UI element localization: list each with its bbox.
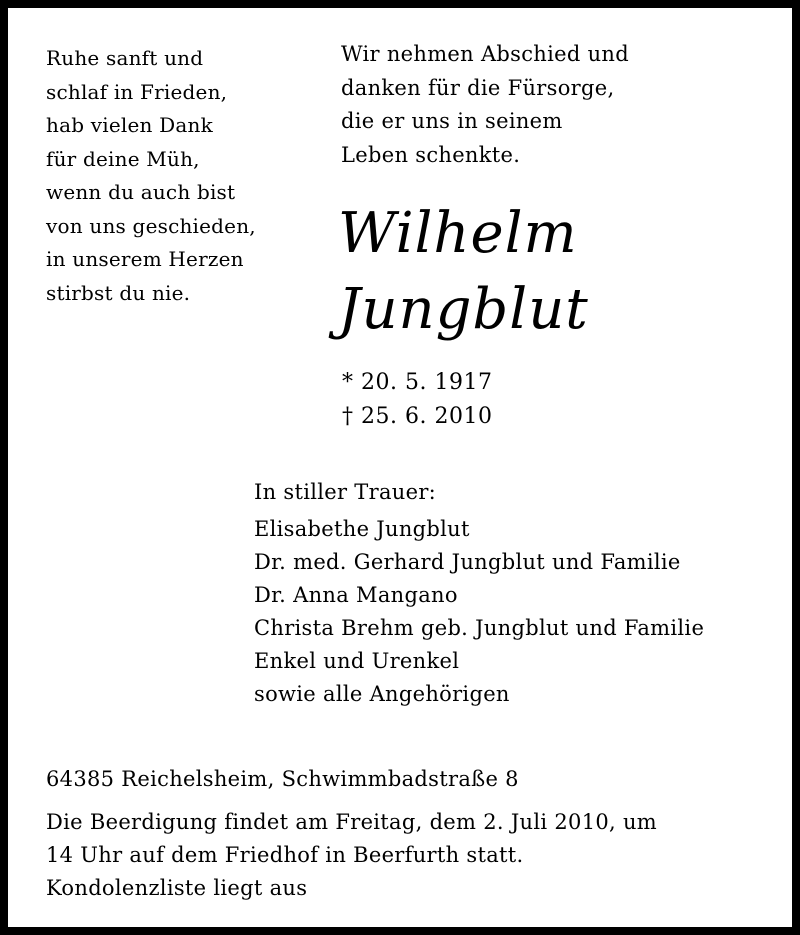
poem-line: von uns geschieden,	[46, 213, 256, 238]
deceased-name	[338, 196, 589, 348]
mourner-name: Dr. med. Gerhard Jungblut und Familie	[254, 550, 681, 574]
funeral-line: Die Beerdigung findet am Freitag, dem 2. Juli 2010, um	[46, 810, 658, 834]
poem-line: für deine Müh,	[46, 146, 200, 171]
poem-line: hab vielen Dank	[46, 113, 213, 137]
funeral-line: 14 Uhr auf dem Friedhof in Beerfurth statt.	[46, 843, 524, 867]
birth-date: * 20. 5. 1917	[342, 370, 493, 395]
funeral-notice	[46, 806, 657, 905]
poem-line: wenn du auch bist	[46, 180, 236, 204]
poem-line: stirbst du nie.	[46, 280, 191, 305]
farewell-line: Wir nehmen Abschied und	[341, 42, 629, 66]
family-address: 64385 Reichelsheim, Schwimmbadstraße 8	[46, 767, 519, 791]
mourners-list	[254, 476, 704, 711]
poem-line: schlaf in Frieden,	[46, 79, 228, 104]
deceased-first-name: Wilhelm	[338, 201, 578, 266]
mourner-name: Dr. Anna Mangano	[254, 583, 458, 607]
memorial-poem	[46, 42, 256, 310]
mourner-name: Christa Brehm geb. Jungblut und Familie	[254, 616, 705, 640]
farewell-line: danken für die Fürsorge,	[341, 75, 615, 100]
funeral-line: Kondolenzliste liegt aus	[46, 876, 308, 900]
life-dates	[342, 366, 492, 434]
mourner-name: Elisabethe Jungblut	[254, 517, 470, 541]
poem-line: Ruhe sanft und	[46, 46, 204, 70]
farewell-line: Leben schenkte.	[341, 142, 521, 167]
mourner-name: sowie alle Angehörigen	[254, 682, 510, 706]
death-date: † 25. 6. 2010	[342, 404, 493, 429]
poem-line: in unserem Herzen	[46, 247, 244, 271]
farewell-line: die er uns in seinem	[341, 109, 563, 133]
mourners-header: In stiller Trauer:	[254, 480, 437, 504]
mourner-name: Enkel und Urenkel	[254, 649, 460, 673]
deceased-last-name: Jungblut	[338, 277, 589, 342]
farewell-text	[341, 38, 629, 172]
